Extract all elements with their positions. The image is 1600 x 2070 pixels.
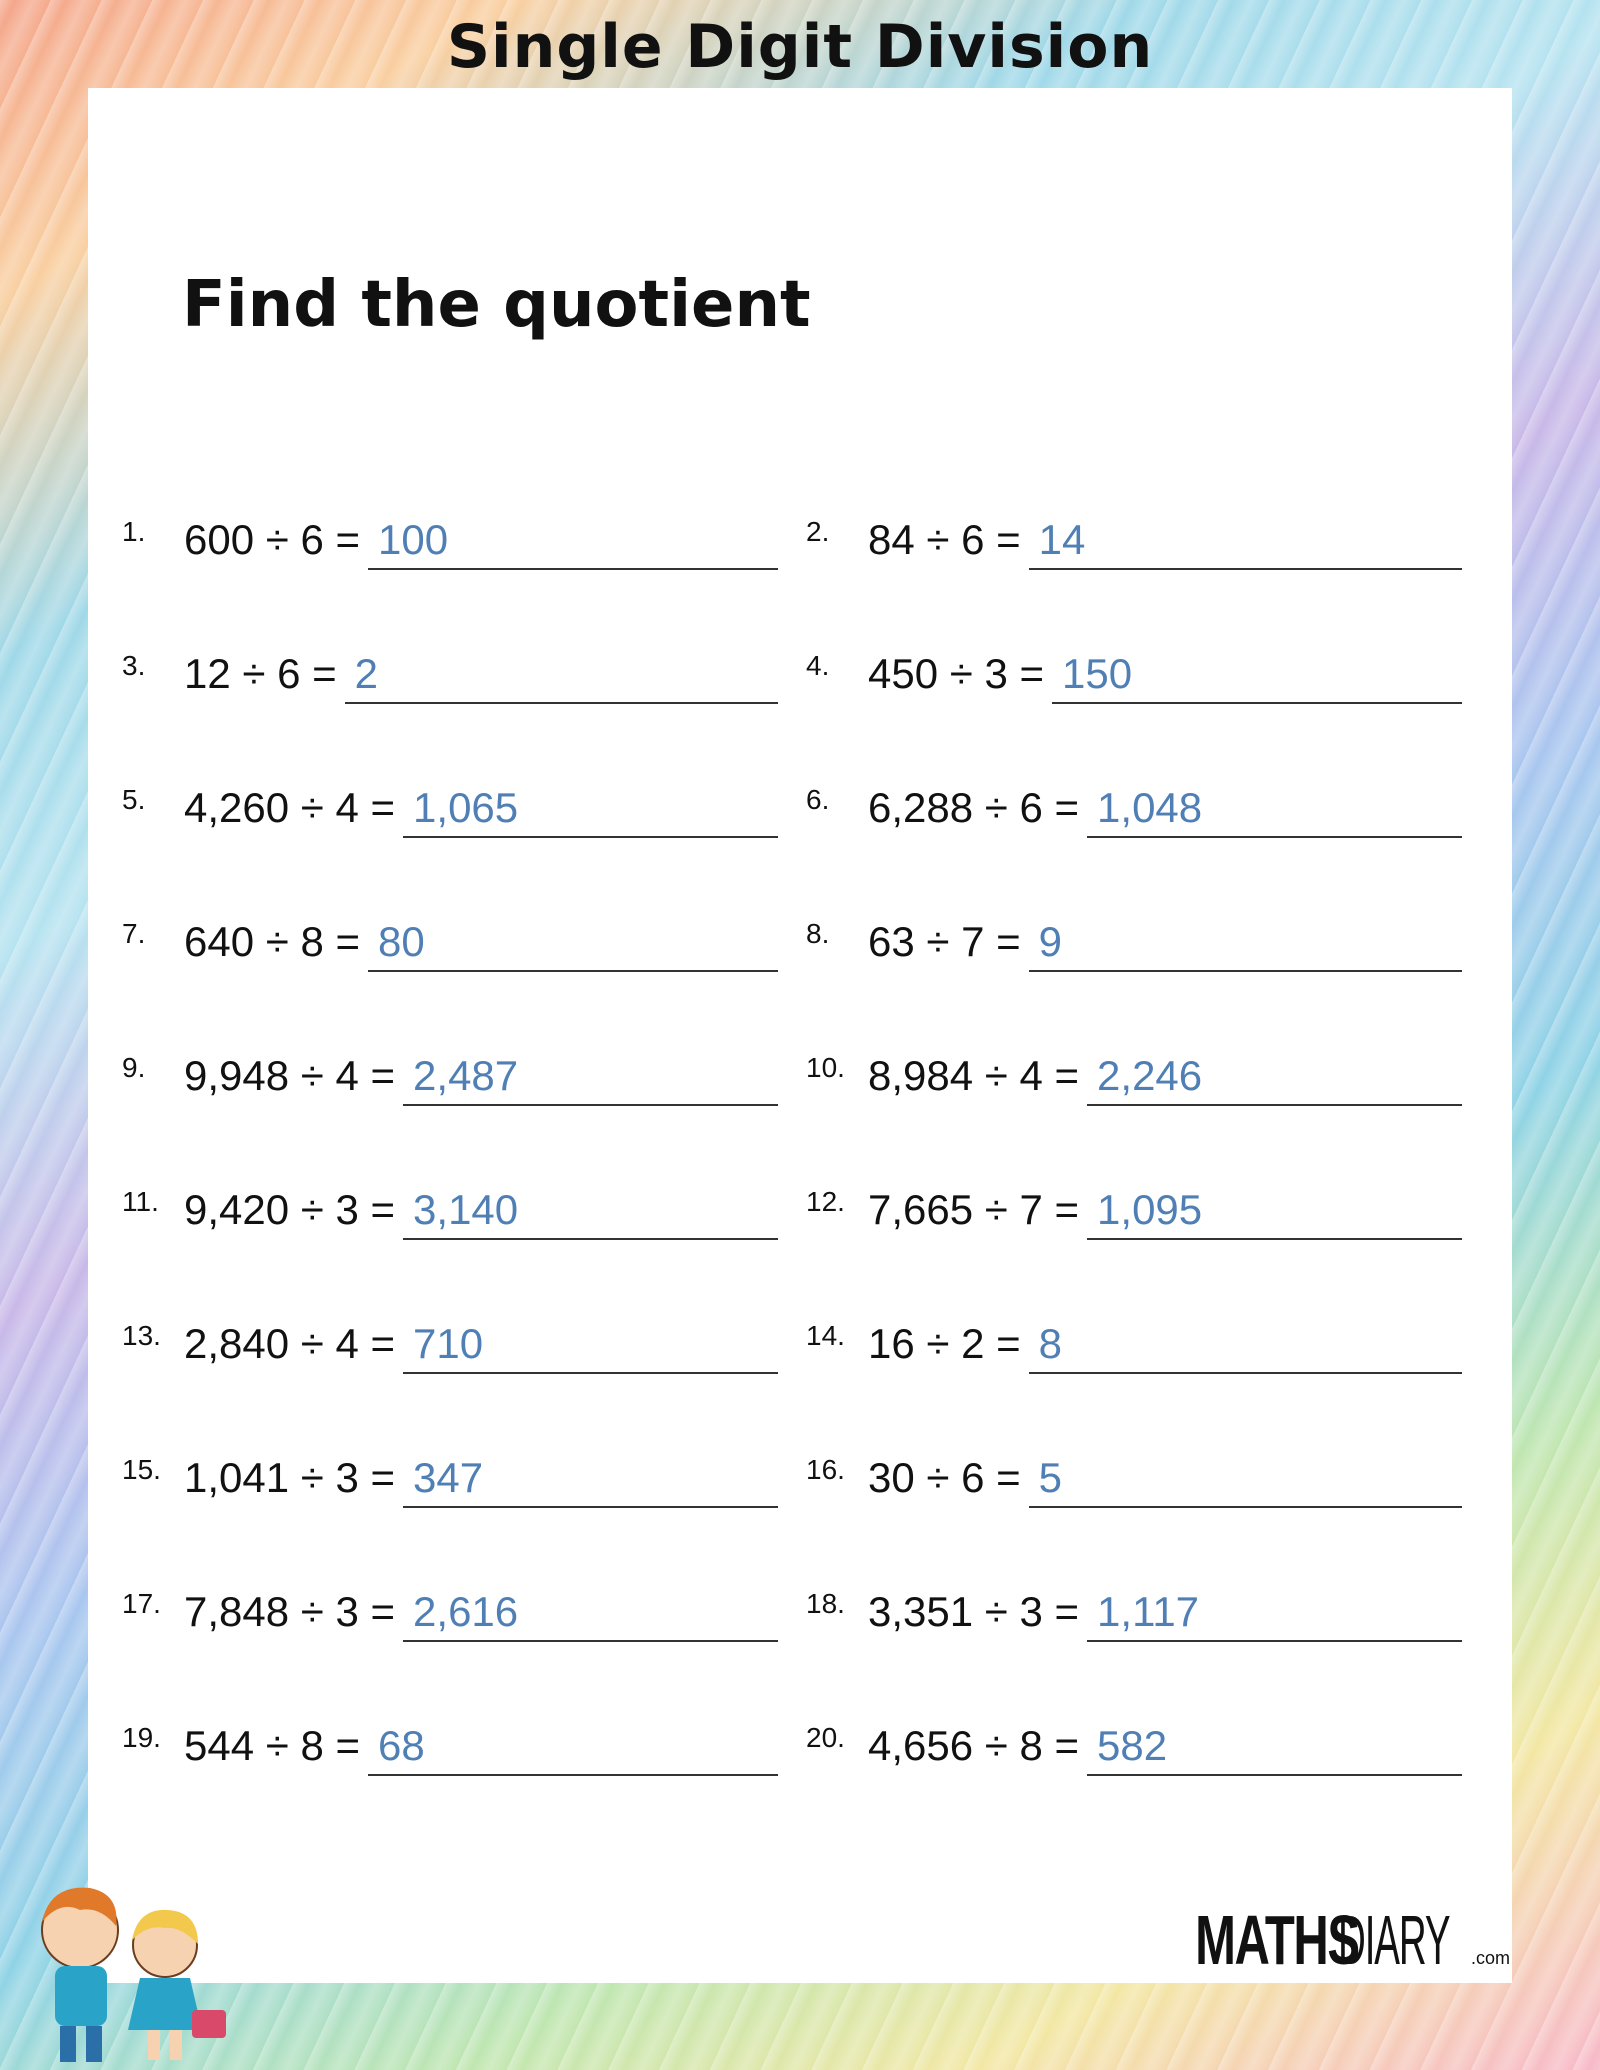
answer-value: 1,065 (413, 784, 519, 831)
problem-item (806, 1448, 1462, 1508)
answer-line[interactable] (1029, 512, 1462, 570)
mathsdiary-logo: MATHS DIARY .com (1194, 1901, 1510, 1979)
problem-expression: 6,288 ÷ 6 = (868, 784, 1080, 831)
answer-line[interactable] (1087, 780, 1462, 838)
problem-number: 5. (122, 784, 146, 815)
problem-number: 7. (122, 918, 146, 949)
answer-value: 2 (354, 650, 379, 697)
problem-expression: 450 ÷ 3 = (868, 650, 1045, 697)
problem-expression: 16 ÷ 2 = (868, 1320, 1021, 1367)
problem-number: 18. (806, 1588, 845, 1619)
problem-number: 13. (122, 1320, 161, 1351)
problem-expression: 2,840 ÷ 4 = (184, 1320, 396, 1367)
problem-item (122, 1180, 778, 1240)
answer-line[interactable] (368, 512, 778, 570)
problem-item (806, 1314, 1462, 1374)
problem-expression: 4,260 ÷ 4 = (184, 784, 396, 831)
problem-expression: 7,848 ÷ 3 = (184, 1588, 396, 1635)
answer-value: 1,095 (1097, 1186, 1203, 1233)
answer-value: 3,140 (413, 1186, 519, 1233)
problem-expression: 9,420 ÷ 3 = (184, 1186, 396, 1233)
problem-item (806, 778, 1462, 838)
answer-value: 150 (1062, 650, 1133, 697)
problem-item (122, 1716, 778, 1776)
answer-value: 68 (378, 1722, 425, 1769)
problem-expression: 7,665 ÷ 7 = (868, 1186, 1080, 1233)
problem-expression: 63 ÷ 7 = (868, 918, 1021, 965)
problem-number: 1. (122, 516, 146, 547)
problem-expression: 600 ÷ 6 = (184, 516, 361, 563)
problem-expression: 12 ÷ 6 = (184, 650, 337, 697)
problem-item (122, 1314, 778, 1374)
page-title: Single Digit Division (446, 12, 1154, 82)
problem-expression: 3,351 ÷ 3 = (868, 1588, 1080, 1635)
problem-number: 2. (806, 516, 830, 547)
instruction-heading: Find the quotient (182, 268, 811, 342)
problem-item (122, 1046, 778, 1106)
answer-line[interactable] (403, 1316, 778, 1374)
problem-expression: 1,041 ÷ 3 = (184, 1454, 396, 1501)
answer-line[interactable] (403, 780, 778, 838)
problem-number: 4. (806, 650, 830, 681)
problem-item (122, 1582, 778, 1642)
problem-item (806, 1046, 1462, 1106)
answer-line[interactable] (1087, 1584, 1462, 1642)
problem-item (122, 912, 778, 972)
problem-item (806, 1716, 1462, 1776)
answer-line[interactable] (403, 1584, 778, 1642)
answer-value: 2,616 (413, 1588, 519, 1635)
problem-expression: 544 ÷ 8 = (184, 1722, 361, 1769)
problem-number: 17. (122, 1588, 161, 1619)
problem-number: 15. (122, 1454, 161, 1485)
problem-item (806, 644, 1462, 704)
problem-number: 11. (122, 1186, 159, 1217)
answer-line[interactable] (368, 1718, 778, 1776)
problem-expression: 4,656 ÷ 8 = (868, 1722, 1080, 1769)
answer-line[interactable] (1087, 1718, 1462, 1776)
answer-line[interactable] (403, 1182, 778, 1240)
answer-line[interactable] (1029, 914, 1462, 972)
problem-number: 16. (806, 1454, 845, 1485)
problem-number: 14. (806, 1320, 845, 1351)
problem-expression: 30 ÷ 6 = (868, 1454, 1021, 1501)
answer-value: 2,246 (1097, 1052, 1203, 1099)
problem-number: 6. (806, 784, 830, 815)
answer-line[interactable] (345, 646, 778, 704)
answer-line[interactable] (403, 1450, 778, 1508)
problem-expression: 9,948 ÷ 4 = (184, 1052, 396, 1099)
problem-number: 19. (122, 1722, 161, 1753)
answer-line[interactable] (1029, 1316, 1462, 1374)
problem-number: 8. (806, 918, 830, 949)
answer-value: 100 (378, 516, 449, 563)
answer-value: 5 (1038, 1454, 1063, 1501)
problem-number: 10. (806, 1052, 845, 1083)
problem-item (806, 1180, 1462, 1240)
problem-number: 9. (122, 1052, 146, 1083)
problem-item (122, 778, 778, 838)
problem-number: 12. (806, 1186, 845, 1217)
worksheet-sheet (88, 88, 1512, 1983)
answer-line[interactable] (368, 914, 778, 972)
answer-value: 1,048 (1097, 784, 1203, 831)
kids-illustration (20, 1870, 240, 2070)
problem-item (122, 1448, 778, 1508)
answer-line[interactable] (403, 1048, 778, 1106)
problem-item (806, 912, 1462, 972)
problem-item (122, 644, 778, 704)
problem-number: 3. (122, 650, 146, 681)
answer-value: 1,117 (1097, 1588, 1200, 1635)
answer-value: 9 (1038, 918, 1063, 965)
answer-value: 80 (378, 918, 425, 965)
answer-value: 347 (413, 1454, 484, 1501)
answer-value: 2,487 (413, 1052, 519, 1099)
answer-value: 582 (1097, 1722, 1168, 1769)
answer-value: 8 (1038, 1320, 1063, 1367)
problem-item (806, 510, 1462, 570)
problem-item (806, 1582, 1462, 1642)
answer-line[interactable] (1029, 1450, 1462, 1508)
problem-expression: 84 ÷ 6 = (868, 516, 1021, 563)
answer-line[interactable] (1087, 1048, 1462, 1106)
answer-line[interactable] (1087, 1182, 1462, 1240)
problem-expression: 8,984 ÷ 4 = (868, 1052, 1080, 1099)
problem-number: 20. (806, 1722, 845, 1753)
answer-value: 710 (413, 1320, 484, 1367)
answer-line[interactable] (1052, 646, 1462, 704)
problem-item (122, 510, 778, 570)
problem-expression: 640 ÷ 8 = (184, 918, 361, 965)
answer-value: 14 (1038, 516, 1086, 563)
